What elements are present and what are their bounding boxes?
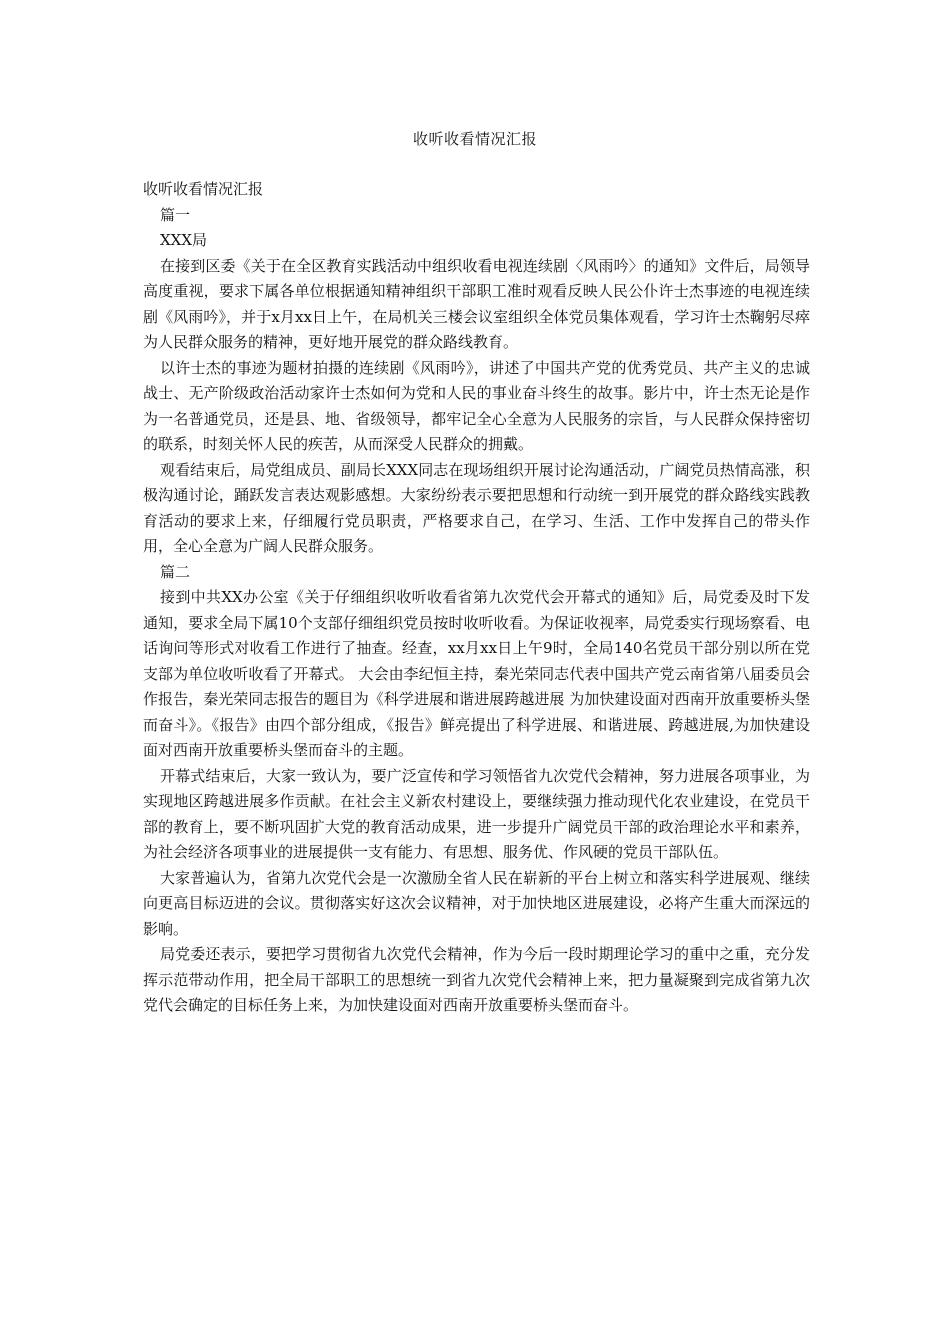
- paragraph: 接到中共XX办公室《关于仔细组织收听收看省第九次党代会开幕式的通知》后，局党委及时下发通知，要求全局下属10个支部仔细组织党员按时收听收看。为保证收视率，局党委实行现场察看、电话询问等形式对收看工作进行了抽查。经查，xx月xx日上午9时，全局140名党员干部分别以所在党支部为单位收听收看了开幕式。 大会由李纪恒主持，秦光荣同志代表中国共产党云南省第八届委员会作报告，秦光荣同志报告的题目为《科学进展和谐进展跨越进展 为加快建设面对西南开放重要桥头堡而奋斗》。《报告》由四个部分组成，《报告》鲜亮提出了科学进展、和谐进展、跨越进展,为加快建设面对西南开放重要桥头堡而奋斗的主题。: [143, 588, 810, 759]
- section-heading-2: 篇二: [160, 562, 191, 581]
- document-body: [143, 177, 810, 1019]
- section-heading-1: 篇一: [160, 205, 191, 224]
- paragraph: 大家普遍认为，省第九次党代会是一次激励全省人民在崭新的平台上树立和落实科学进展观、继续向更高目标迈进的会议。贯彻落实好这次会议精神，对于加快地区进展建设，必将产生重大而深远的影响。: [143, 868, 810, 938]
- paragraph: 观看结束后，局党组成员、副局长XXX同志在现场组织开展讨论沟通活动，广阔党员热情高涨，积极沟通讨论，踊跃发言表达观影感想。大家纷纷表示要把思想和行动统一到开展党的群众路线实践教育活动的要求上来，仔细履行党员职责，严格要求自己，在学习、生活、工作中发挥自己的带头作用，全心全意为广阔人民群众服务。: [143, 460, 810, 555]
- paragraph: 开幕式结束后，大家一致认为，要广泛宣传和学习领悟省九次党代会精神，努力进展各项事业，为实现地区跨越进展多作贡献。在社会主义新农村建设上，要继续强力推动现代化农业建设，在党员干部的教育上，要不断巩固扩大党的教育活动成果，进一步提升广阔党员干部的政治理论水平和素养，为社会经济各项事业的进展提供一支有能力、有思想、服务优、作风硬的党员干部队伍。: [143, 766, 810, 861]
- paragraph: 以许士杰的事迹为题材拍摄的连续剧《风雨吟》，讲述了中国共产党的优秀党员、共产主义的忠诚战士、无产阶级政治活动家许士杰如何为党和人民的事业奋斗终生的故事。影片中，许士杰无论是作为一名普通党员，还是县、地、省级领导，都牢记全心全意为人民服务的宗旨，与人民群众保持密切的联系，时刻关怀人民的疾苦，从而深受人民群众的拥戴。: [143, 358, 810, 453]
- paragraph: 局党委还表示，要把学习贯彻省九次党代会精神，作为今后一段时期理论学习的重中之重，充分发挥示范带动作用，把全局干部职工的思想统一到省九次党代会精神上来，把力量凝聚到完成省第九次党代会确定的目标任务上来，为加快建设面对西南开放重要桥头堡而奋斗。: [143, 945, 810, 1014]
- organization-label: XXX局: [160, 231, 208, 249]
- paragraph: 在接到区委《关于在全区教育实践活动中组织收看电视连续剧〈风雨吟〉的通知》文件后，局领导高度重视，要求下属各单位根据通知精神组织干部职工准时观看反映人民公仆许士杰事迹的电视连续剧《风雨吟》，并于x月xx日上午，在局机关三楼会议室组织全体党员集体观看，学习许士杰鞠躬尽瘁为人民群众服务的精神，更好地开展党的群众路线教育。: [143, 256, 810, 351]
- document-title: 收听收看情况汇报: [412, 130, 537, 148]
- document-subtitle: 收听收看情况汇报: [143, 180, 264, 198]
